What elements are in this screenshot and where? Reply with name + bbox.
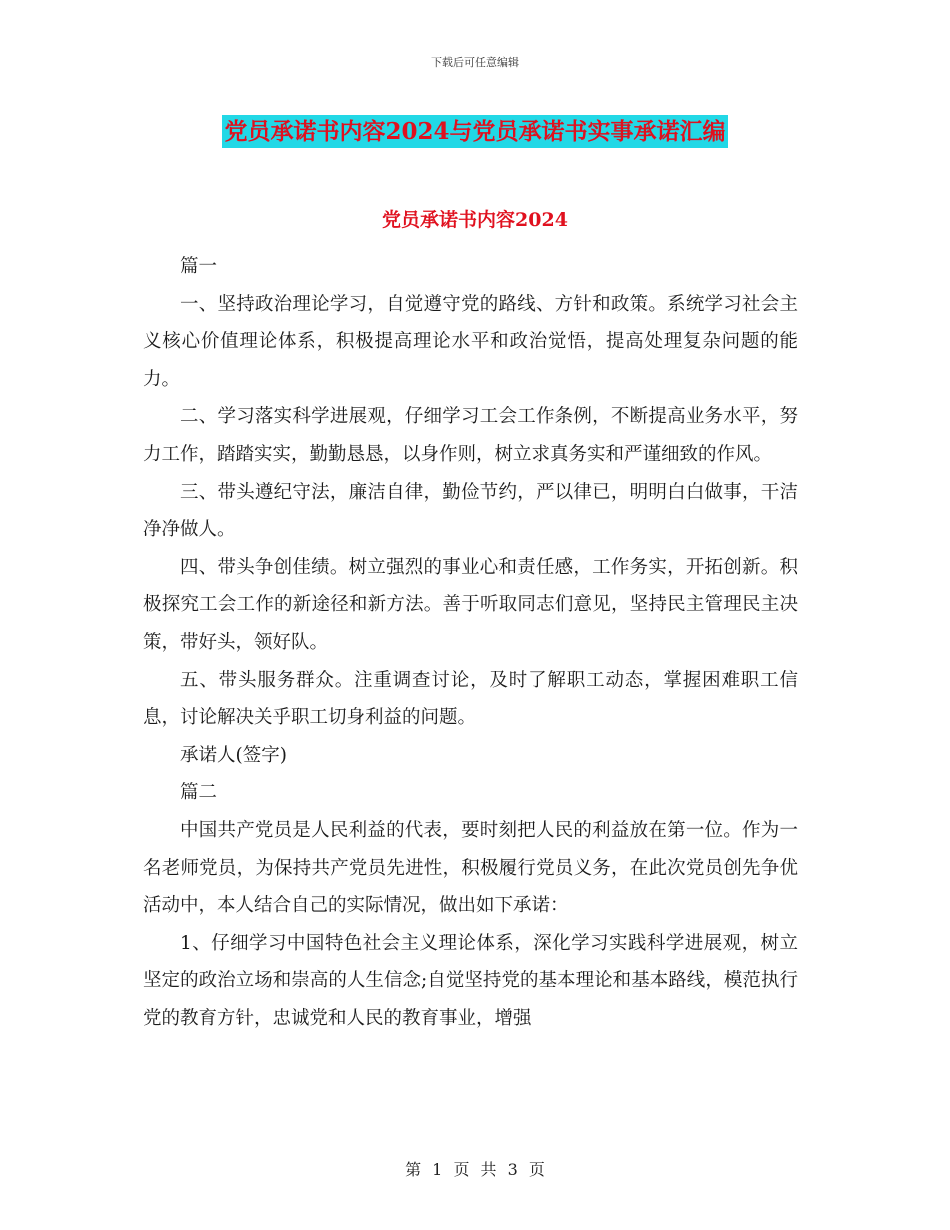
paragraph: 五、带头服务群众。注重调查讨论，及时了解职工动态，掌握困难职工信息，讨论解决关乎职工切身利益的问题。 <box>143 669 798 729</box>
page-header-note: 下载后可任意编辑 <box>431 56 519 69</box>
paragraph: 篇一 <box>180 256 218 277</box>
paragraph: 篇二 <box>180 782 218 804</box>
paragraph: 二、学习落实科学进展观，仔细学习工会工作条例，不断提高业务水平，努力工作，踏踏实实，勤勤恳恳，以身作则，树立求真务实和严谨细致的作风。 <box>143 406 798 465</box>
document-title-text: 党员承诺书内容2024与党员承诺书实事承诺汇编 <box>222 115 727 148</box>
document-title <box>0 113 950 146</box>
paragraph: 四、带头争创佳绩。树立强烈的事业心和责任感，工作务实，开拓创新。积极探究工会工作的新途径和新方法。善于听取同志们意见，坚持民主管理民主决策，带好头，领好队。 <box>143 556 798 653</box>
paragraph: 中国共产党员是人民利益的代表，要时刻把人民的利益放在第一位。作为一名老师党员，为保持共产党员先进性，积极履行党员义务，在此次党员创先争优活动中，本人结合自己的实际情况，做出如下承诺： <box>143 819 798 917</box>
paragraph: 承诺人(签字) <box>180 744 287 766</box>
paragraph: 一、坚持政治理论学习，自觉遵守党的路线、方针和政策。系统学习社会主义核心价值理论体系，积极提高理论水平和政治觉悟，提高处理复杂问题的能力。 <box>143 293 798 390</box>
paragraph: 三、带头遵纪守法，廉洁自律，勤俭节约，严以律已，明明白白做事，干洁净净做人。 <box>143 481 798 541</box>
document-body <box>143 248 798 1037</box>
page-footer: 第 1 页 共 3 页 <box>405 1160 545 1179</box>
paragraph: 1、仔细学习中国特色社会主义理论体系，深化学习实践科学进展观，树立坚定的政治立场和崇高的人生信念;自觉坚持党的基本理论和基本路线，模范执行党的教育方针，忠诚党和人民的教育事业，增强 <box>143 932 798 1029</box>
section-title: 党员承诺书内容2024 <box>382 209 568 231</box>
